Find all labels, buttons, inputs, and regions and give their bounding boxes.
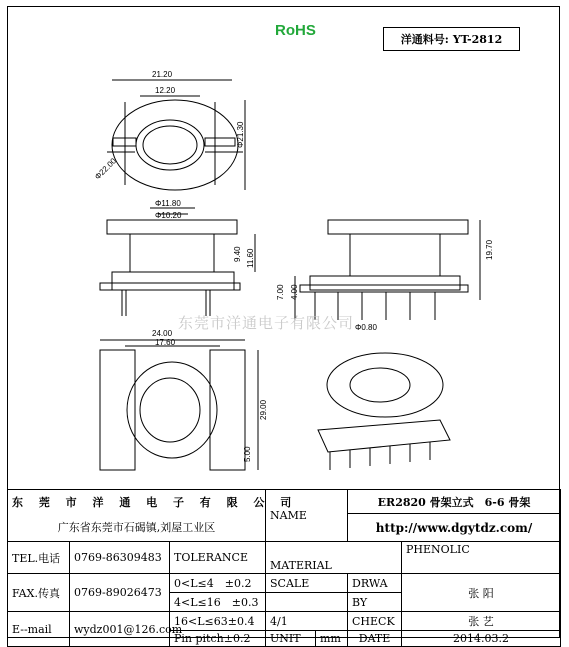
unit-label: UNIT <box>266 631 316 647</box>
website-url: http://www.dgytdz.com/ <box>348 514 561 542</box>
checked-by: 张 艺 <box>402 612 561 631</box>
dim-bottom-h: 29.00 <box>259 399 268 420</box>
date-value: 2014.03.2 <box>402 631 561 647</box>
dim-top-height: Φ21.30 <box>236 121 245 148</box>
fax-value: 0769-89026473 <box>70 574 170 612</box>
tel-label: TEL.电话 <box>8 542 70 574</box>
tolerance-4: Pin pitch±0.2 <box>170 631 266 647</box>
name-label: NAME <box>266 490 348 542</box>
dim-side-pin: 4.00 <box>290 284 299 300</box>
dim-side-pin-d: Φ0.80 <box>355 323 377 332</box>
drawn-by: 张 阳 <box>402 574 561 612</box>
dim-front-d1: Φ11.80 <box>155 199 181 208</box>
material-value: PHENOLIC <box>402 542 561 574</box>
dim-front-pin: 7.00 <box>276 284 285 300</box>
bottom-view <box>100 340 258 470</box>
watermark: 东莞市洋通电子有限公司 <box>178 314 355 332</box>
dim-top-width: 21.20 <box>152 70 173 79</box>
company-address: 广东省东莞市石碣镇,刘屋工业区 <box>8 514 266 542</box>
tolerance-3: 16<L≤63±0.4 <box>170 612 266 631</box>
part-number-label: 洋通料号: <box>400 33 449 46</box>
title-block <box>7 489 561 647</box>
side-view <box>295 220 480 320</box>
rohs-mark: RoHS <box>275 22 316 39</box>
email-label: E--mail <box>8 612 70 647</box>
scale-value: 4/1 <box>266 612 348 631</box>
drawn-label-2: BY <box>348 593 402 612</box>
dim-top-dia: Φ22.00 <box>93 156 119 182</box>
dim-front-d2: Φ10.20 <box>155 211 182 220</box>
tolerance-label: TOLERANCE <box>170 542 266 574</box>
tolerance-1: 0<L≤4 ±0.2 <box>170 574 266 593</box>
product-name: ER2820 骨架立式 6-6 骨架 <box>348 490 561 514</box>
dim-top-inner: 12.20 <box>155 86 176 95</box>
dim-bottom-w1: 24.00 <box>152 329 173 338</box>
front-view <box>100 208 255 316</box>
unit-value: mm <box>316 631 348 647</box>
tolerance-2: 4<L≤16 ±0.3 <box>170 593 266 612</box>
scale-label: SCALE <box>266 574 348 593</box>
fax-label: FAX.传真 <box>8 574 70 612</box>
dim-side-total: 19.70 <box>485 239 494 260</box>
dim-front-h2: 11.60 <box>246 248 255 268</box>
dim-bottom-w2: 17.60 <box>155 338 176 347</box>
check-label: CHECK <box>348 612 402 631</box>
top-view <box>107 80 245 190</box>
dim-bottom-pitch: 5.00 <box>243 446 252 462</box>
part-number: YT-2812 <box>452 32 503 46</box>
material-label: MATERIAL <box>266 542 402 574</box>
dim-front-h1: 9.40 <box>233 246 242 262</box>
email-value: wydz001@126.com <box>70 612 170 647</box>
drawn-label-1: DRWA <box>348 574 402 593</box>
isometric-view <box>318 353 450 470</box>
company-name: 东 莞 市 洋 通 电 子 有 限 公 司 <box>8 490 266 514</box>
tel-value: 0769-86309483 <box>70 542 170 574</box>
date-label: DATE <box>348 631 402 647</box>
